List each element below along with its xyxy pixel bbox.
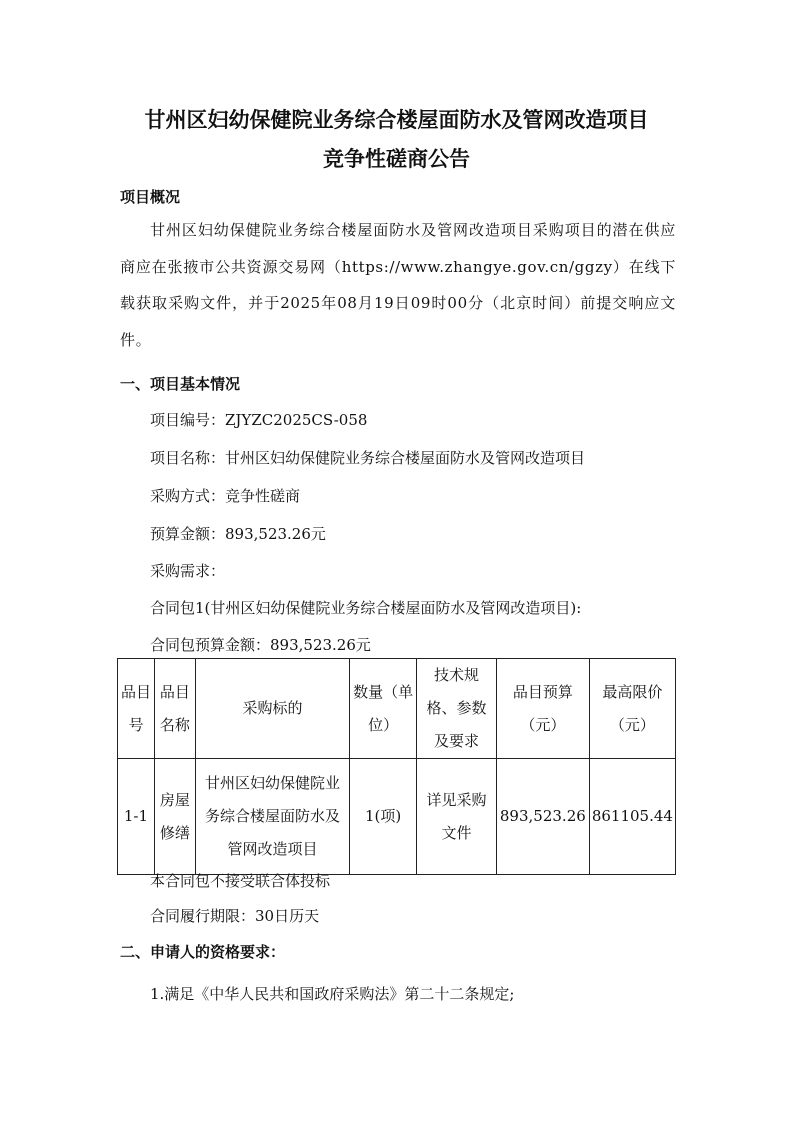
contract-period: 合同履行期限：30日历天 xyxy=(150,907,320,925)
procurement-table xyxy=(117,658,676,875)
contract-package: 合同包1(甘州区妇幼保健院业务综合楼屋面防水及管网改造项目): xyxy=(150,599,582,617)
header-subject: 采购标的 xyxy=(195,659,349,759)
project-number: 项目编号：ZJYZC2025CS-058 xyxy=(150,411,368,429)
document-title-line1: 甘州区妇幼保健院业务综合楼屋面防水及管网改造项目 xyxy=(144,107,649,132)
section1-heading: 一、项目基本情况 xyxy=(120,375,241,393)
header-specs: 技术规格、参数及要求 xyxy=(417,659,497,759)
document-title-line2: 竞争性磋商公告 xyxy=(323,146,470,171)
package-budget: 合同包预算金额：893,523.26元 xyxy=(150,636,371,654)
header-max-price: 最高限价（元） xyxy=(589,659,675,759)
cell-item-no: 1-1 xyxy=(118,759,155,875)
cell-quantity: 1(项) xyxy=(350,759,417,875)
project-name: 项目名称：甘州区妇幼保健院业务综合楼屋面防水及管网改造项目 xyxy=(150,449,586,467)
header-quantity: 数量（单位） xyxy=(350,659,417,759)
budget-amount: 预算金额：893,523.26元 xyxy=(150,525,326,543)
header-item-name: 品目名称 xyxy=(154,659,195,759)
cell-item-budget: 893,523.26 xyxy=(496,759,589,875)
header-item-no: 品目号 xyxy=(118,659,155,759)
overview-paragraph: 甘州区妇幼保健院业务综合楼屋面防水及管网改造项目采购项目的潜在供应商应在张掖市公共资源交易网（https://www.zhangye.gov.cn/ggzy）在线下载获取采购文件，并于2025年08月19日09时00分（北京时间）前提交响应文件。 xyxy=(120,221,676,349)
cell-max-price: 861105.44 xyxy=(589,759,675,875)
qualification-item-1: 1.满足《中华人民共和国政府采购法》第二十二条规定; xyxy=(150,985,515,1003)
table-row xyxy=(118,759,676,875)
cell-subject: 甘州区妇幼保健院业务综合楼屋面防水及管网改造项目 xyxy=(195,759,349,875)
procurement-method: 采购方式：竞争性磋商 xyxy=(150,487,301,505)
procurement-demand: 采购需求： xyxy=(150,562,226,580)
section2-heading: 二、申请人的资格要求： xyxy=(120,943,286,961)
overview-heading: 项目概况 xyxy=(120,188,181,206)
cell-item-name: 房屋修缮 xyxy=(154,759,195,875)
table-header-row xyxy=(118,659,676,759)
header-item-budget: 品目预算（元） xyxy=(496,659,589,759)
no-consortium-note: 本合同包不接受联合体投标 xyxy=(150,872,331,890)
cell-specs: 详见采购文件 xyxy=(417,759,497,875)
